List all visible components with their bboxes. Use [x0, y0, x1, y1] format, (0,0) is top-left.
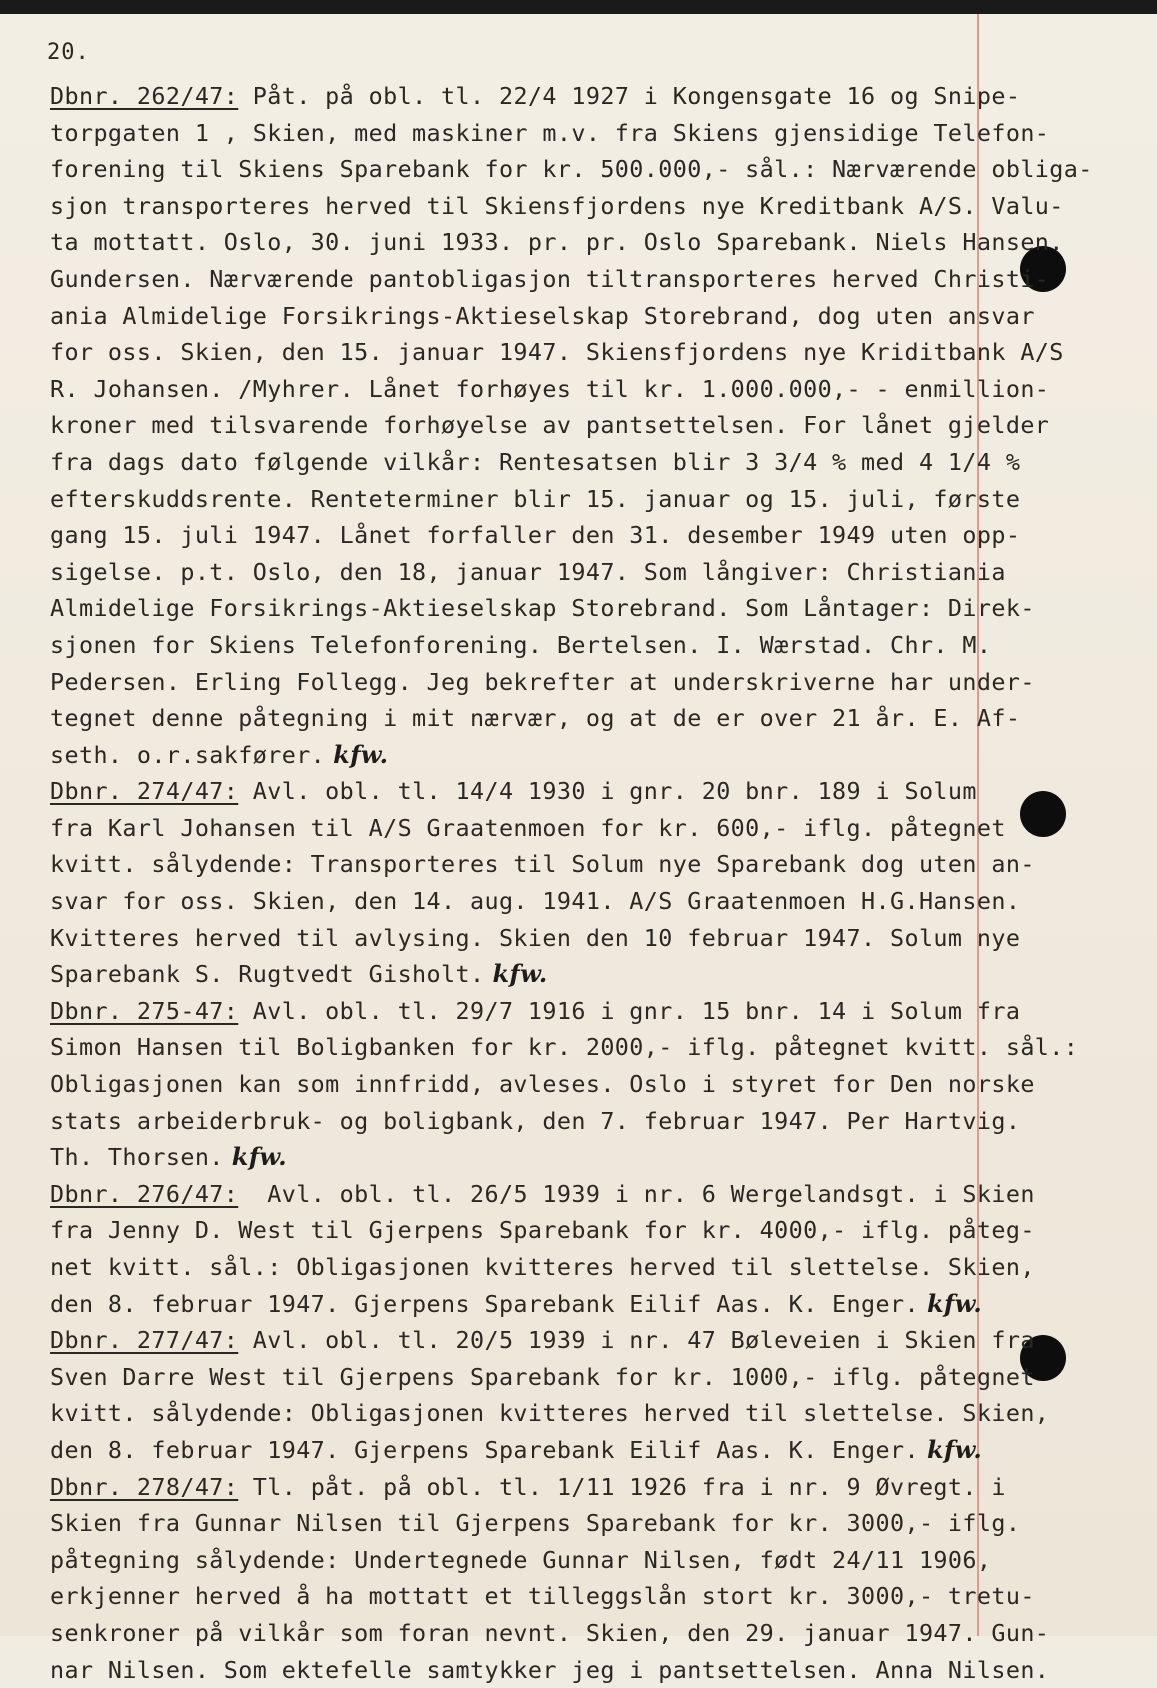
entry-text: Gundersen. Nærværende pantobligasjon tiltransporteres herved Christi-: [50, 264, 1050, 293]
ledger-entry: [50, 773, 1035, 993]
entry-line: [50, 920, 1021, 957]
entry-text: kroner med tilsvarende forhøyelse av pantsettelsen. For lånet gjelder: [50, 411, 1050, 440]
entry-line: [50, 151, 1093, 188]
entry-line: [50, 481, 1021, 518]
entry-text: Avl. obl. tl. 26/5 1939 i nr. 6 Wergelandsgt. i Skien: [238, 1179, 1035, 1208]
entry-line: [50, 1029, 1079, 1066]
entry-line: [50, 590, 1035, 627]
entry-line: [50, 993, 1021, 1030]
entry-text: gang 15. juli 1947. Lånet forfaller den 31. desember 1949 uten opp-: [50, 521, 1021, 550]
entry-line: [50, 1578, 1035, 1615]
entry-line: [50, 883, 1021, 920]
entry-line: [50, 407, 1050, 444]
entry-reference: Dbnr. 262/47:: [50, 82, 239, 110]
entry-line: [50, 188, 1064, 225]
entry-line: [50, 78, 1021, 115]
entry-text: forening til Skiens Sparebank for kr. 500.000,- sål.: Nærværende obliga-: [50, 155, 1093, 184]
entry-line: [50, 810, 1010, 847]
entry-line: [50, 846, 1035, 883]
entry-line: [50, 298, 1035, 335]
ledger-entry: [50, 993, 1079, 1176]
scan-top-edge: [0, 0, 1157, 14]
entry-text: kvitt. sålydende: Transporteres til Solum nye Sparebank dog uten an-: [50, 850, 1035, 879]
entry-line: [50, 1066, 1035, 1103]
entry-line: [50, 554, 1010, 591]
entry-text: den 8. februar 1947. Gjerpens Sparebank Eilif Aas. K. Enger.: [50, 1289, 919, 1318]
entry-line: [50, 517, 1021, 554]
entry-line: [50, 1322, 1035, 1359]
entry-text: Obligasjonen kan som innfridd, avleses. Oslo i styret for Den norske: [50, 1070, 1035, 1099]
entry-text: Kvitteres herved til avlysing. Skien den 10 februar 1947. Solum nye: [50, 923, 1021, 952]
entry-text: Almidelige Forsikrings-Aktieselskap Storebrand. Som Låntager: Direk-: [50, 594, 1035, 623]
entry-text: fra dags dato følgende vilkår: Rentesatsen blir 3 3/4 % med 4 1/4 %: [50, 447, 1021, 476]
entry-line: [50, 334, 1064, 371]
entry-line: [50, 1176, 1035, 1213]
entry-text: svar for oss. Skien, den 14. aug. 1941. A/S Graatenmoen H.G.Hansen.: [50, 887, 1021, 916]
entry-line: [50, 627, 1010, 664]
entry-text: sjonen for Skiens Telefonforening. Bertelsen. I. Wærstad. Chr. M.: [50, 630, 992, 659]
entry-text: kvitt. sålydende: Obligasjonen kvitteres herved til slettelse. Skien,: [50, 1399, 1050, 1428]
entry-text: Avl. obl. tl. 29/7 1916 i gnr. 15 bnr. 14 i Solum fra: [238, 996, 1021, 1025]
entry-reference: Dbnr. 278/47:: [50, 1472, 239, 1501]
entry-text: Tl. påt. på obl. tl. 1/11 1926 fra i nr. 9 Øvregt. i: [238, 1472, 1006, 1501]
entry-text: seth. o.r.sakfører.: [50, 740, 326, 769]
entry-text: Påt. på obl. tl. 22/4 1927 i Kongensgate 16 og Snipe-: [238, 82, 1021, 110]
entry-line: [50, 444, 1021, 481]
entry-line: [50, 1103, 1021, 1140]
entry-text: torpgaten 1 , Skien, med maskiner m.v. fra Skiens gjensidige Telefon-: [50, 118, 1050, 147]
page-number: 20.: [47, 40, 90, 65]
entry-text: fra Karl Johansen til A/S Graatenmoen for kr. 600,- iflg. påtegnet: [50, 813, 1006, 842]
entry-text: erkjenner herved å ha mottatt et tilleggslån stort kr. 3000,- tretu-: [50, 1582, 1035, 1611]
entry-text: tegnet denne påtegning i mit nærvær, og at de er over 21 år. E. Af-: [50, 704, 1021, 733]
entry-line: [50, 1359, 1035, 1396]
entry-line: [50, 664, 1035, 701]
ledger-entry: [50, 1469, 1050, 1688]
ledger-entry: [50, 1176, 1035, 1322]
entry-text: stats arbeiderbruk- og boligbank, den 7. februar 1947. Per Hartvig.: [50, 1106, 1021, 1135]
entry-text: Th. Thorsen.: [50, 1143, 224, 1172]
entry-text: Skien fra Gunnar Nilsen til Gjerpens Sparebank for kr. 3000,- iflg.: [50, 1509, 1021, 1538]
punch-hole-middle: [1020, 791, 1066, 837]
entry-text: Pedersen. Erling Follegg. Jeg bekrefter at underskriverne har under-: [50, 667, 1035, 696]
entry-reference: Dbnr. 275-47:: [50, 996, 239, 1025]
entry-line: [50, 956, 1010, 993]
entry-text: for oss. Skien, den 15. januar 1947. Skiensfjordens nye Kriditbank A/S: [50, 338, 1064, 367]
entry-text: Avl. obl. tl. 20/5 1939 i nr. 47 Bøleveien i Skien fra: [238, 1326, 1035, 1355]
entry-line: [50, 1249, 1035, 1286]
entry-text: Sparebank S. Rugtvedt Gisholt.: [50, 960, 485, 989]
entry-line: [50, 700, 1021, 737]
handwritten-initials: kfw.: [926, 1434, 983, 1464]
handwritten-initials: kfw.: [926, 1288, 983, 1318]
entry-line: [50, 1615, 1050, 1652]
entry-line: [50, 1505, 1021, 1542]
entry-line: [50, 773, 1010, 810]
handwritten-initials: kfw.: [333, 739, 389, 769]
entry-text: Avl. obl. tl. 14/4 1930 i gnr. 20 bnr. 189 i Solum: [238, 777, 977, 806]
entry-line: [50, 1469, 1010, 1506]
entry-line: [50, 371, 1050, 408]
entry-text: Sven Darre West til Gjerpens Sparebank for kr. 1000,- iflg. påtegnet: [50, 1362, 1035, 1391]
entry-text: Simon Hansen til Boligbanken for kr. 2000,- iflg. påtegnet kvitt. sål.:: [50, 1033, 1079, 1062]
entry-line: [50, 261, 1050, 298]
entry-line: [50, 115, 1050, 152]
entry-text: sjon transporteres herved til Skiensfjordens nye Kreditbank A/S. Valu-: [50, 191, 1064, 220]
entry-text: fra Jenny D. West til Gjerpens Sparebank for kr. 4000,- iflg. påteg-: [50, 1216, 1035, 1245]
handwritten-initials: kfw.: [231, 1142, 287, 1172]
entry-line: [50, 1432, 1010, 1469]
entry-text: påtegning sålydende: Undertegnede Gunnar Nilsen, født 24/11 1906,: [50, 1545, 992, 1574]
entry-text: senkroner på vilkår som foran nevnt. Skien, den 29. januar 1947. Gun-: [50, 1618, 1050, 1647]
entry-line: [50, 1542, 1010, 1579]
entry-text: ania Almidelige Forsikrings-Aktieselskap Storebrand, dog uten ansvar: [50, 301, 1035, 330]
entry-text: efterskuddsrente. Renteterminer blir 15. januar og 15. juli, første: [50, 484, 1021, 513]
entry-text: net kvitt. sål.: Obligasjonen kvitteres herved til slettelse. Skien,: [50, 1253, 1035, 1281]
handwritten-initials: kfw.: [492, 959, 548, 989]
entry-text: den 8. februar 1947. Gjerpens Sparebank Eilif Aas. K. Enger.: [50, 1435, 919, 1464]
entry-line: [50, 1139, 1010, 1176]
entry-text: ta mottatt. Oslo, 30. juni 1933. pr. pr. Oslo Sparebank. Niels Hansen.: [50, 228, 1064, 257]
entry-text: nar Nilsen. Som ektefelle samtykker jeg i pantsettelsen. Anna Nilsen.: [50, 1655, 1050, 1684]
entry-line: [50, 737, 1010, 774]
entry-line: [50, 224, 1064, 261]
entry-reference: Dbnr. 276/47:: [50, 1179, 239, 1208]
entry-text: sigelse. p.t. Oslo, den 18, januar 1947. Som långiver: Christiania: [50, 557, 1006, 586]
entry-line: [50, 1395, 1050, 1432]
ledger-text: [50, 78, 1093, 1688]
ledger-entry: [50, 78, 1093, 773]
entry-line: [50, 1212, 1035, 1249]
entry-line: [50, 1652, 1050, 1688]
entry-line: [50, 1286, 1010, 1323]
entry-text: R. Johansen. /Myhrer. Lånet forhøyes til kr. 1.000.000,- - enmillion-: [50, 374, 1050, 403]
entry-reference: Dbnr. 274/47:: [50, 777, 239, 806]
entry-reference: Dbnr. 277/47:: [50, 1326, 239, 1355]
ledger-entry: [50, 1322, 1050, 1468]
